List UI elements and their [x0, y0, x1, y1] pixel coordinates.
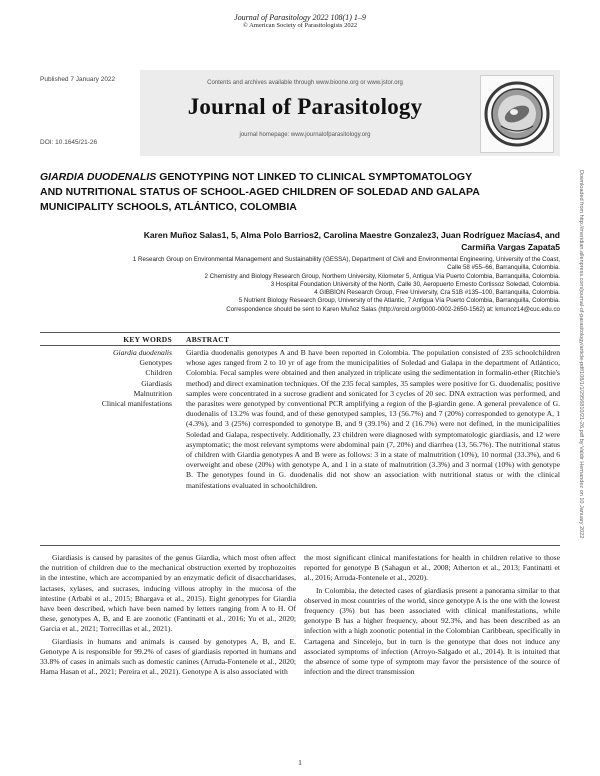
keyword-item: Genotypes: [139, 358, 172, 368]
body-paragraph: In Colombia, the detected cases of giardiasis present a panorama similar to that observed in most countries of the world, since genotype A is the one with the lowest frequency (3%) but has been associated with clinical manifestations, while genotype B has a higher frequency, about 92.3%, and has been described as an infection with a high zoonotic potential in the Colombian Caribbean, specifically in Cartagena and Sincelejo, but in turn is the genotype that does not induce any associated symptoms of infection (Arroyo-Salgado et al., 2014). It is intuited that the absence of some type of symptom may favor the persistence of the source of infection and the direct transmission: [304, 585, 560, 677]
affiliation-1: 1 Research Group on Environmental Management and Sustainability (GESSA), Department of Civil and Environmental Engineering, University of the Coast,: [132, 256, 560, 263]
running-header-journal: Journal of Parasitology 2022 108(1) 1–9: [234, 13, 366, 22]
authors-line1: Karen Muñoz Salas1, 5, Alma Polo Barrios2, Carolina Maestre Gonzalez3, Juan Rodríguez Macías4, and: [143, 230, 560, 240]
contents-availability: Contents and archives available through www.bioone.org or www.jstor.org: [207, 80, 403, 86]
affiliation-3: 3 Hospital Foundation University of the North, Calle 30, Aeropuerto Ernesto Cortissoz Soledad, Colombia.: [270, 280, 560, 288]
body-right-column: [304, 553, 560, 677]
journal-seal: [480, 75, 554, 153]
journal-title: Journal of Parasitology: [187, 94, 423, 119]
body-paragraph: the most significant clinical manifestations for health in children relative to those reported for genotype B (Sahagun et al., 2008; Atherton et al., 2013; Fantinatti et al., 2016; Arruda-Fontenele et al., 2020).: [304, 553, 560, 583]
running-header-copyright: © American Society of Parasitologists 2022: [242, 22, 358, 29]
abstract-heading: ABSTRACT: [186, 335, 230, 344]
article-title-line3: MUNICIPALITY SCHOOLS, ATLÁNTICO, COLOMBIA: [40, 201, 297, 213]
body-paragraph: Giardiasis is caused by parasites of the genus Giardia, which most often affect the nutrition of children due to the mechanical obstruction exerted by trophozoites in the intestine, which are accompanied by an enzymatic deficit of disaccharidases, lactases, xylases, and sucrases, inducing villous atrophy in the mucosa of the intestine (Arbabi et al., 2015; Bhargava et al., 2015). Eight genotypes for Giardia have been described, which have been named by letters ranging from A to H. Of these, genotypes A, B, and E are zoonotic (Fantinatti et al., 2016; Yu et al., 2020; Garcia et al., 2021; Torrecillas et al., 2021).: [40, 553, 296, 634]
page-number: 1: [298, 758, 302, 767]
keyword-item: Clinical manifestations: [101, 399, 172, 409]
affiliation-1-address: Calle 58 #55–66, Barranquilla, Colombia.: [447, 264, 560, 272]
article-title-line2: AND NUTRITIONAL STATUS OF SCHOOL-AGED CHILDREN OF SOLEDAD AND GALAPA: [40, 186, 480, 198]
body-left-column: [40, 553, 296, 677]
article-title-italic: GIARDIA DUODENALIS: [40, 171, 157, 183]
affiliation-2: 2 Chemistry and Biology Research Group, Northern University, Kilometer 5, Antigua Vía Puerto Colombia, Barranquilla, Colombia.: [204, 272, 560, 280]
seal-emblem-icon: [481, 76, 553, 152]
doi: DOI: 10.1645/21-26: [40, 139, 98, 146]
keywords-heading: KEY WORDS: [123, 335, 172, 344]
download-watermark: Downloaded from http://meridian.allenpress.com/journal-of-parasitology/article-pdf/108/1/1/2956810/21-26.pdf by Valdir Hernandez on 10 January 2022: [578, 170, 584, 539]
abstract-header-rule: [40, 345, 560, 346]
keyword-item: Malnutrition: [133, 388, 172, 398]
correspondence: Correspondence should be sent to Karen Muñoz Salas (http://orcid.org/0000-0002-2650-1562) at: kmunoz14@cuc.edu.co: [226, 305, 560, 313]
keywords-list: [40, 348, 172, 409]
abstract-bottom-rule: [40, 545, 560, 546]
keyword-item: Children: [145, 368, 172, 378]
body-paragraph: Giardiasis in humans and animals is caused by genotypes A, B, and E. Genotype A is responsible for 99.2% of cases of giardiasis reported in humans and 33.8% of cases in animals such as domestic canines (Arruda-Fontenele et al., 2020; Hama Hasan et al., 2021; Pereira et al., 2021). Genotype A is also associated with: [40, 636, 296, 677]
keyword-item: Giardiasis: [141, 378, 172, 388]
affiliation-5: 5 Nutrient Biology Research Group, University of the Atlantic, 7 Antigua Vía Puerto Colombia, Barranquilla, Colombia.: [238, 297, 560, 305]
abstract-text: Giardia duodenalis genotypes A and B have been reported in Colombia. The population consisted of 235 schoolchildren whose ages ranged from 2 to 10 yr of age from the municipalities of Soledad and Galapa in the department of Atlántico, Colombia. Fecal samples were obtained and then analyzed in triplicate using the sedimentation in formalin-ether (Ritchie's method) and direct examination techniques. Of the 235 fecal samples, 35 samples were positive for G. duodenalis; positive samples were concentrated in a sucrose gradient and sonicated for 3 cycles of 20 sec. DNA extraction was performed, and the parasites were genotyped by conventional PCR amplifying a region of the β-giardin gene. A general prevalence of G. duodenalis of 13.2% was found, and of these genotyped samples, 13 (56.7%) and 7 (20%) corresponded to genotype A, 1 (4.3%), and 3 (25%) corresponded to genotype B, and 9 (39.1%) and 2 (16.7%) were not defined, in the municipalities Soledad and Galapa, respectively. Additionally, 23 children were diagnosed with symptomatologic giardiasis, and 12 were asymptomatic; the most relevant symptoms were abdominal pain (7, 20%) and diarrhea (13, 56.7%). The nutritional status of children with Giardia genotypes A and B were as follows: 3 in a state of malnutrition (10%), 10 normal (33.3%), and 6 overweight and obese (20%) with genotype A, and 1 in a state of malnutrition (3.3%) and 3 normal (10%) with genotype B. The genotypes found in G. duodenalis did not show an association with nutritional status or with the clinical manifestations evaluated in schoolchildren.: [186, 348, 560, 490]
affiliations: [40, 256, 560, 314]
journal-homepage[interactable]: journal homepage: www.journalofparasitology.org: [239, 132, 371, 138]
masthead-banner: [140, 70, 560, 156]
abstract-top-rule: [40, 332, 560, 333]
article-title: [40, 170, 560, 215]
article-title-line1: GENOTYPING NOT LINKED TO CLINICAL SYMPTOMATOLOGY: [156, 171, 473, 183]
authors: [40, 229, 560, 253]
keyword-item: Giardia duodenalis: [113, 348, 172, 357]
affiliation-4: 4 GIBBION Research Group, Free University, Cra 51B #135–100, Barranquilla, Colombia.: [314, 289, 560, 297]
authors-line2: Carmiña Vargas Zapata5: [461, 242, 560, 252]
published-date: Published 7 January 2022: [40, 76, 116, 83]
